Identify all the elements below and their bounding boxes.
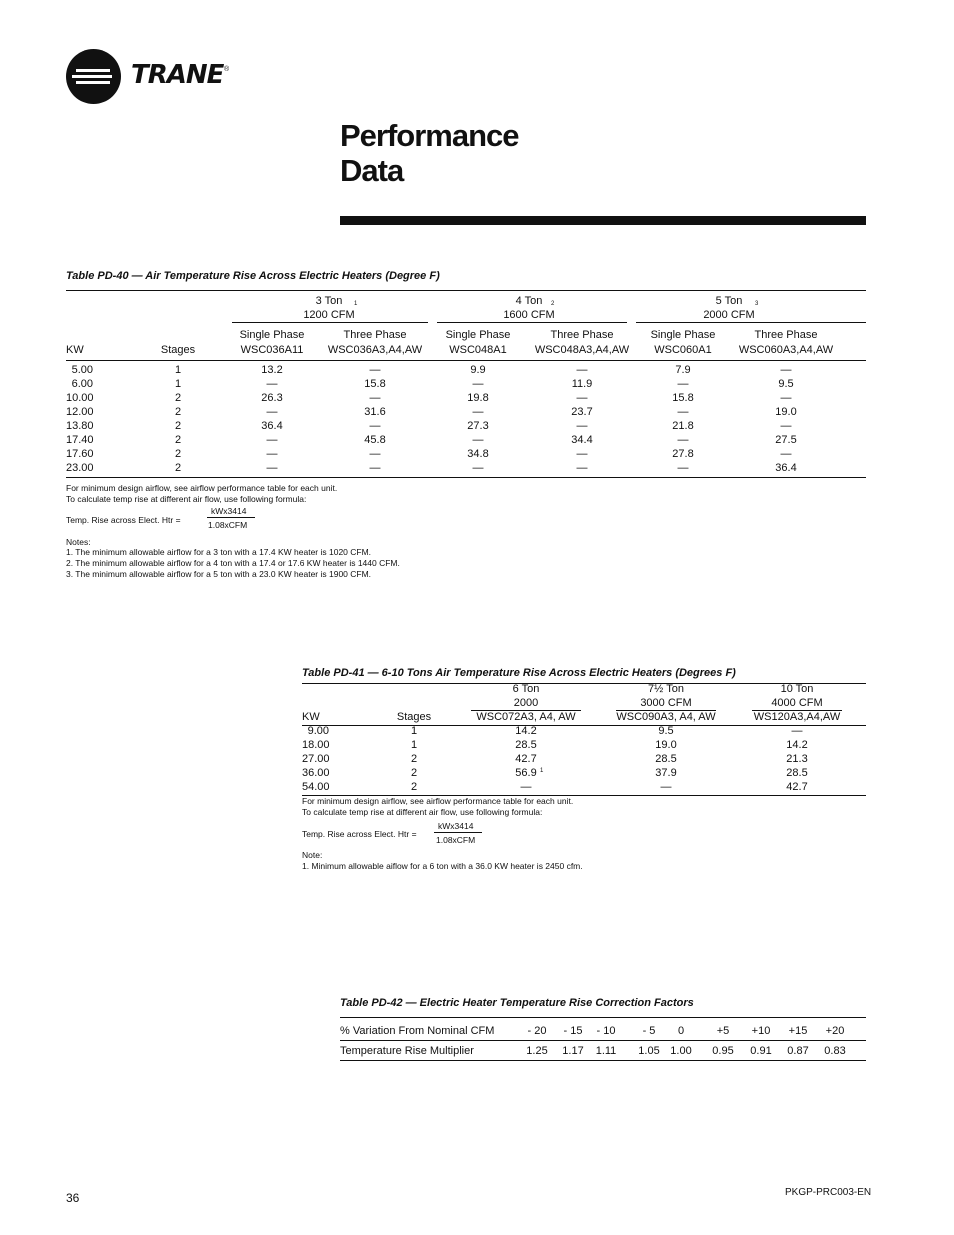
pd42-multiplier: 1.17 [562,1045,584,1057]
pd40-cell-value: 9.9 [470,364,486,376]
pd40-cell-value: — [472,406,484,418]
pd40-cell-kw: 10.00 [66,392,94,404]
pd40-group-cfm: 2000 CFM [703,309,755,321]
pd41-col-ton: 7½ Ton [648,683,684,695]
pd42-multiplier: 0.83 [824,1045,846,1057]
pd41-col-ton: 6 Ton [512,683,540,695]
pd41-cell-value: — [520,781,532,793]
brand-registered-mark: ® [224,66,230,73]
pd40-cell-value: — [369,462,381,474]
pd40-col-model: WSC048A1 [449,344,507,356]
pd40-caption: Table PD-40 — Air Temperature Rise Across Electric Heaters (Degree F) [66,270,440,282]
pd42-mid-rule [340,1040,866,1041]
pd40-cell-value: — [677,462,689,474]
pd41-cell-value: 9.5 [658,725,674,737]
pd42-top-rule [340,1017,866,1018]
pd40-col-phase: Three Phase [754,329,818,341]
pd41-col-cfm: 4000 CFM [771,697,823,709]
pd40-cell-value: 27.3 [467,420,489,432]
pd40-cell-kw: 17.40 [66,434,94,446]
pd42-cfm-variation: - 10 [596,1025,616,1037]
pd42-multiplier: 0.87 [787,1045,809,1057]
pd40-col-model: WSC036A11 [240,344,304,356]
pd41-cell-value: 28.5 [786,767,808,779]
pd40-cell-value: 27.8 [672,448,694,460]
trane-logo-icon [66,49,121,104]
pd42-cfm-variation: +20 [825,1025,845,1037]
pd40-cell-value: — [369,392,381,404]
pd40-cell-value: 11.9 [571,378,593,390]
pd41-cell-value: 42.7 [515,753,537,765]
pd40-cell-value: 21.8 [672,420,694,432]
pd40-cell-value: 7.9 [675,364,691,376]
pd40-cell-value: 19.0 [775,406,797,418]
pd40-cell-stages: 2 [174,392,182,404]
pd40-cell-value: 34.8 [467,448,489,460]
pd40-cell-value: — [677,406,689,418]
pd41-cell-stages: 1 [410,739,418,751]
pd41-cell-value: 14.2 [515,725,537,737]
pd40-cell-value: 27.5 [775,434,797,446]
pd40-cell-stages: 2 [174,420,182,432]
pd40-group-note-ref: 3 [755,301,759,307]
pd40-cell-value: 9.5 [778,378,794,390]
pd41-cell-kw: 18.00 [302,739,330,751]
pd41-cell-stages: 1 [410,725,418,737]
pd40-note: 2. The minimum allowable airflow for a 4 ton with a 17.4 or 17.6 KW heater is 1440 CFM. [66,558,400,568]
pd42-multiplier: 1.05 [638,1045,660,1057]
pd42-bottom-rule [340,1060,866,1061]
pd40-note: 3. The minimum allowable airflow for a 5 ton with a 23.0 KW heater is 1900 CFM. [66,569,372,579]
pd41-cell-value: 28.5 [655,753,677,765]
pd40-group-cfm: 1200 CFM [303,309,355,321]
pd40-cell-value: 13.2 [261,364,283,376]
pd41-col-stages: Stages [396,711,432,723]
pd40-col-kw: KW [66,344,84,356]
pd42-row2-label: Temperature Rise Multiplier [340,1045,474,1057]
pd40-cell-value: — [472,378,484,390]
pd40-cell-value: — [576,364,588,376]
pd40-group-rule [636,322,866,323]
pd40-formula-bar [207,517,255,518]
pd40-cell-value: — [266,378,278,390]
page-title-line1: Performance [340,118,519,153]
pd40-cell-value: — [472,462,484,474]
brand-name: TRANE [131,60,224,90]
pd41-note: 1. Minimum allowable aiflow for a 6 ton with a 36.0 KW heater is 2450 cfm. [302,861,583,871]
pd41-cell-stages: 2 [410,767,418,779]
pd40-col-model: WSC060A1 [654,344,712,356]
pd40-cell-value: — [472,434,484,446]
pd40-cell-value: 15.8 [364,378,386,390]
pd41-cell-value: — [791,725,803,737]
pd40-group-ton: 3 Ton [315,295,343,307]
pd40-col-model: WSC048A3,A4,AW [534,344,630,356]
pd40-cell-stages: 2 [174,406,182,418]
pd42-cfm-variation: +15 [788,1025,808,1037]
pd41-caption: Table PD-41 — 6-10 Tons Air Temperature Rise Across Electric Heaters (Degrees F) [302,667,736,679]
pd41-col-cfm: 3000 CFM [640,697,692,709]
pd41-col-ton: 10 Ton [780,683,814,695]
pd40-cell-value: — [780,392,792,404]
pd40-col-stages: Stages [160,344,196,356]
pd40-cell-value: — [677,434,689,446]
pd40-cell-stages: 1 [174,378,182,390]
pd40-cell-kw: 23.00 [66,462,94,474]
pd40-cell-kw: 5.00 [71,364,93,376]
pd41-cell-value: 14.2 [786,739,808,751]
pd41-footnote-1: For minimum design airflow, see airflow performance table for each unit. [302,796,574,806]
pd42-cfm-variation: +5 [716,1025,730,1037]
pd40-cell-kw: 17.60 [66,448,94,460]
pd40-cell-value: — [780,420,792,432]
pd42-cfm-variation: +10 [751,1025,771,1037]
pd40-footnote-1: For minimum design airflow, see airflow performance table for each unit. [66,483,338,493]
pd40-cell-value: 36.4 [261,420,283,432]
pd41-col-kw: KW [302,711,320,723]
pd41-formula-denominator: 1.08xCFM [436,835,476,845]
pd40-cell-kw: 12.00 [66,406,94,418]
pd40-cell-stages: 1 [174,364,182,376]
pd41-cell-kw: 54.00 [302,781,330,793]
pd42-multiplier: 1.25 [526,1045,548,1057]
pd41-col-model: WSC090A3, A4, AW [616,711,716,723]
pd40-col-phase: Three Phase [343,329,407,341]
pd40-cell-value: 31.6 [364,406,386,418]
pd40-cell-stages: 2 [174,462,182,474]
pd41-col-cfm: 2000 [513,697,539,709]
pd41-cell-value: 37.9 [655,767,677,779]
pd41-notes-title: Note: [302,850,323,860]
pd40-cell-value: — [369,420,381,432]
pd40-cell-value: — [576,392,588,404]
pd40-footnote-2: To calculate temp rise at different air flow, use following formula: [66,494,307,504]
document-id: PKGP-PRC003-EN [785,1187,872,1198]
pd41-footnote-2: To calculate temp rise at different air flow, use following formula: [302,807,543,817]
pd40-bottom-rule [66,477,866,478]
page-title [340,118,519,188]
pd40-cell-value: — [266,462,278,474]
pd40-cell-value: 26.3 [261,392,283,404]
pd40-cell-value: — [576,420,588,432]
pd41-col-model: WSC072A3, A4, AW [476,711,576,723]
pd41-note-ref: 1 [540,768,544,774]
pd40-cell-value: 19.8 [467,392,489,404]
pd40-col-phase: Three Phase [550,329,614,341]
pd40-group-ton: 5 Ton [715,295,743,307]
pd40-col-model: WSC060A3,A4,AW [738,344,834,356]
pd42-caption: Table PD-42 — Electric Heater Temperature Rise Correction Factors [340,997,694,1009]
pd41-cell-kw: 27.00 [302,753,330,765]
pd40-cell-kw: 6.00 [71,378,93,390]
pd40-col-phase: Single Phase [650,329,716,341]
pd41-cell-value: 28.5 [515,739,537,751]
pd40-top-rule [66,290,866,291]
pd41-cell-kw: 36.00 [302,767,330,779]
page-number: 36 [66,1191,80,1205]
pd40-formula-label: Temp. Rise across Elect. Htr = [66,515,181,525]
pd41-col-model: WS120A3,A4,AW [753,711,841,723]
pd42-multiplier: 1.11 [595,1045,617,1057]
pd41-formula-bar [434,832,482,833]
pd40-group-ton: 4 Ton [515,295,543,307]
pd40-cell-value: 23.7 [571,406,593,418]
pd40-cell-value: — [576,448,588,460]
pd42-multiplier: 0.91 [750,1045,772,1057]
pd40-formula-denominator: 1.08xCFM [208,520,248,530]
pd41-formula-label: Temp. Rise across Elect. Htr = [302,829,417,839]
pd40-formula-numerator: kWx3414 [211,506,247,516]
pd40-cell-value: — [369,448,381,460]
pd41-cell-value: — [660,781,672,793]
pd42-cfm-variation: - 20 [527,1025,547,1037]
pd42-multiplier: 1.00 [670,1045,692,1057]
pd40-cell-value: 36.4 [775,462,797,474]
pd41-cell-stages: 2 [410,781,418,793]
pd40-group-note-ref: 2 [551,301,555,307]
pd40-group-rule [232,322,428,323]
pd40-cell-kw: 13.80 [66,420,94,432]
title-rule [340,216,866,225]
pd42-cfm-variation: - 15 [563,1025,583,1037]
pd41-cell-value: 19.0 [655,739,677,751]
pd40-cell-value: — [780,364,792,376]
pd41-formula-numerator: kWx3414 [438,821,474,831]
pd40-col-model: WSC036A3,A4,AW [327,344,423,356]
pd40-col-phase: Single Phase [239,329,305,341]
pd40-cell-value: — [266,406,278,418]
pd40-cell-value: 34.4 [571,434,593,446]
pd41-cell-value: 42.7 [786,781,808,793]
page-title-line2: Data [340,153,404,188]
pd40-note: 1. The minimum allowable airflow for a 3 ton with a 17.4 KW heater is 1020 CFM. [66,547,372,557]
pd40-group-rule [437,322,627,323]
pd40-cell-value: — [369,364,381,376]
pd40-cell-value: 15.8 [672,392,694,404]
pd42-multiplier: 0.95 [712,1045,734,1057]
pd40-cell-value: — [780,448,792,460]
pd40-group-cfm: 1600 CFM [503,309,555,321]
pd41-cell-kw: 9.00 [307,725,329,737]
pd42-cfm-variation: - 5 [642,1025,656,1037]
pd40-cell-value: — [576,462,588,474]
pd40-header-rule [66,360,866,361]
pd41-cell-value: 21.3 [786,753,808,765]
pd40-cell-value: — [266,448,278,460]
pd40-group-note-ref: 1 [354,301,358,307]
pd40-col-phase: Single Phase [445,329,511,341]
pd41-cell-stages: 2 [410,753,418,765]
pd40-cell-stages: 2 [174,448,182,460]
pd42-row1-label: % Variation From Nominal CFM [340,1025,495,1037]
pd40-cell-value: 45.8 [364,434,386,446]
pd40-cell-value: — [677,378,689,390]
pd42-cfm-variation: 0 [677,1025,685,1037]
pd40-cell-stages: 2 [174,434,182,446]
pd41-cell-value: 56.9 [515,767,537,779]
pd40-cell-value: — [266,434,278,446]
pd40-notes-title: Notes: [66,537,91,547]
